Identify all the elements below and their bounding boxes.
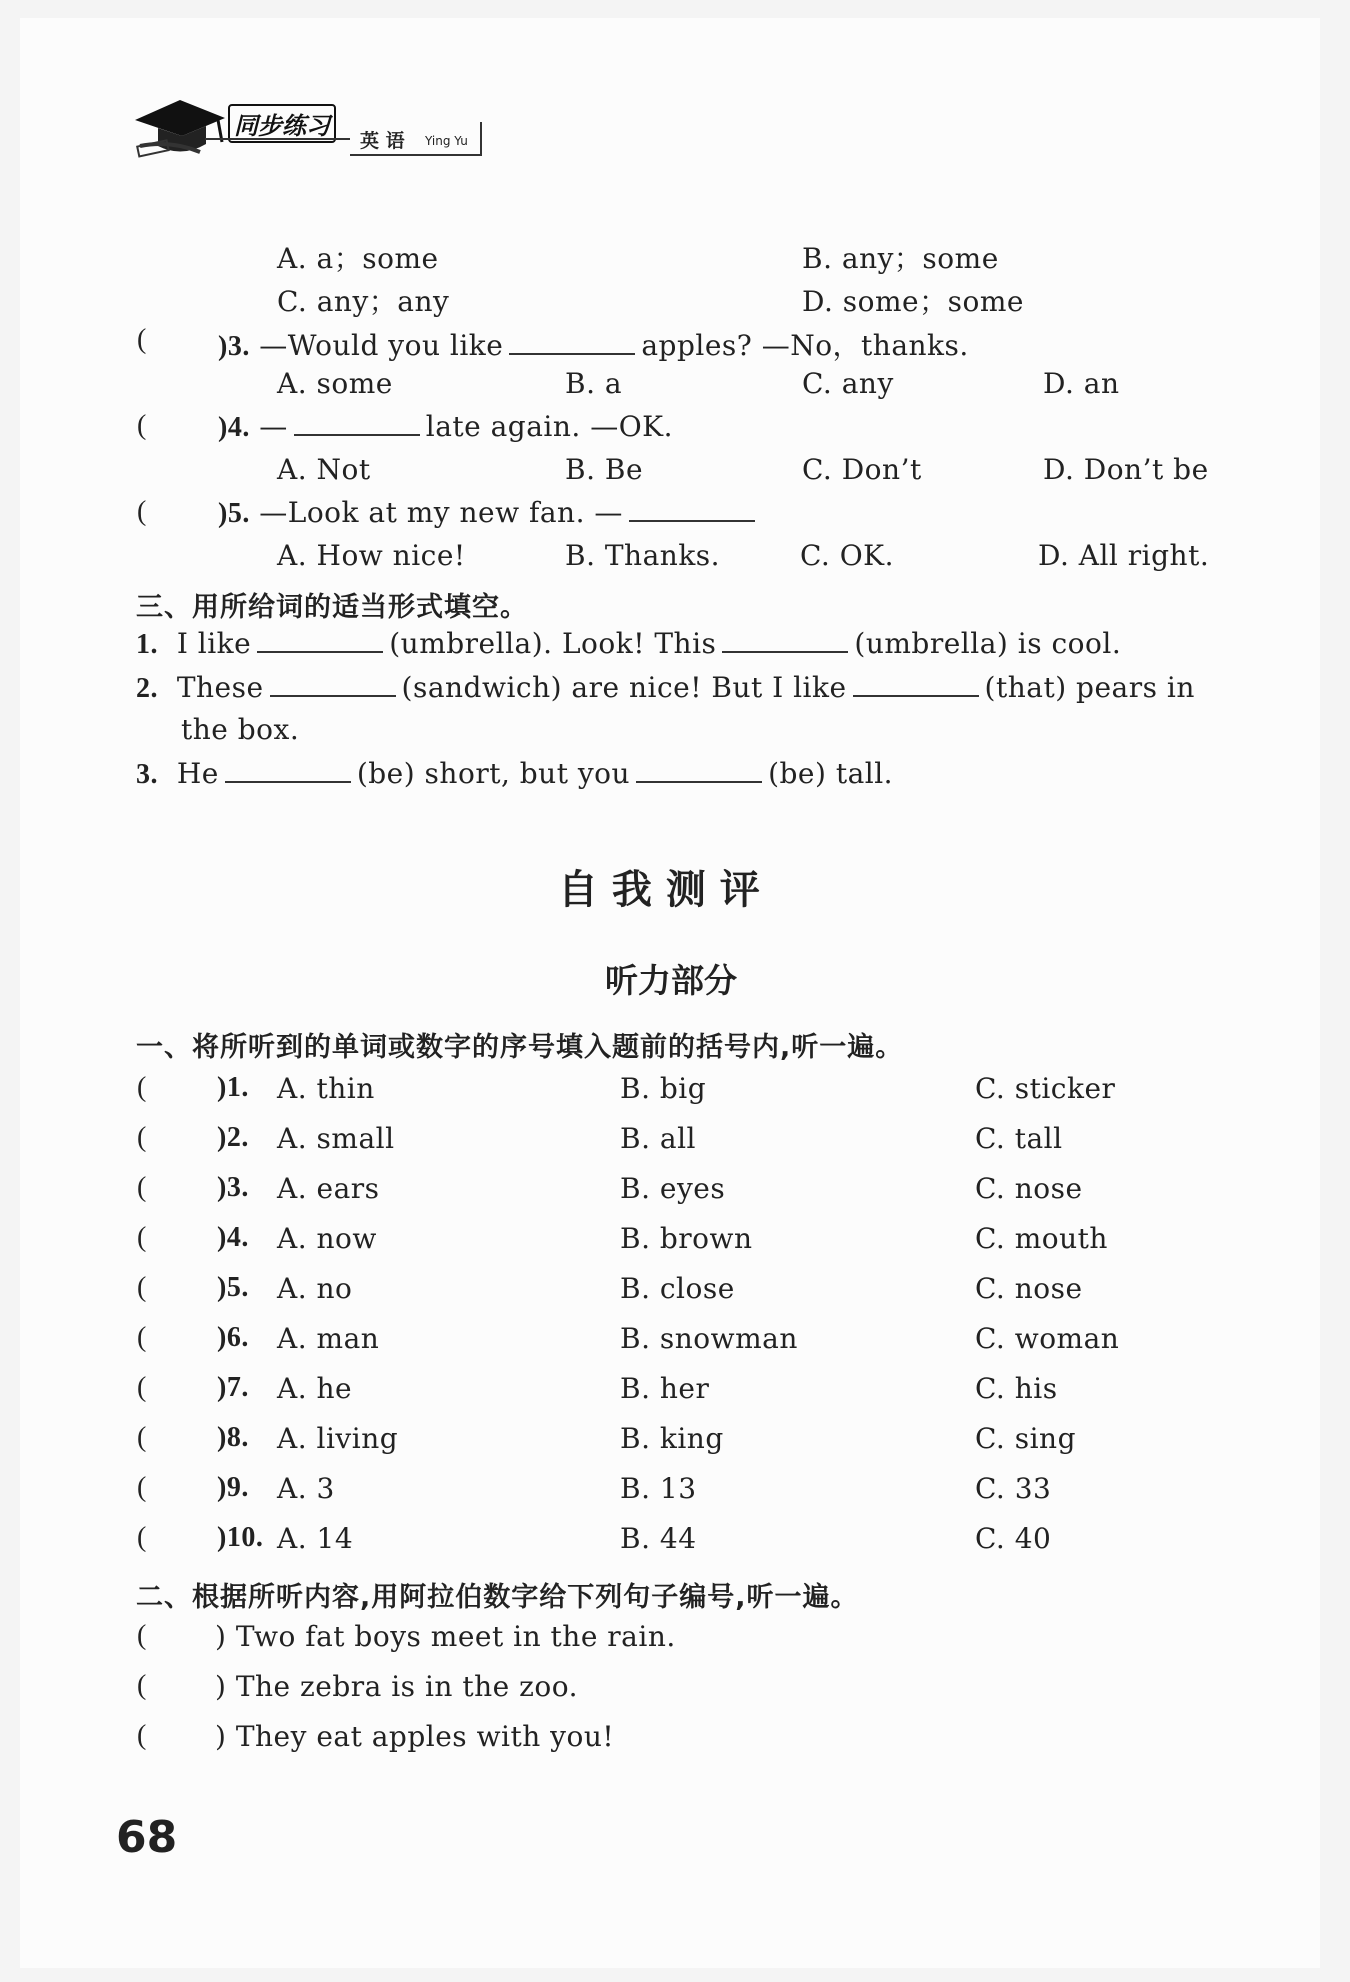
page-number: 68: [116, 1812, 178, 1863]
q4-option-c: C. Don’t: [802, 453, 922, 486]
q3-answer-paren[interactable]: (: [137, 324, 147, 355]
part1-option-c: C. woman: [975, 1322, 1120, 1355]
part1-title: 一、将所听到的单词或数字的序号填入题前的括号内,听一遍。: [136, 1032, 904, 1063]
part1-item-number: )6.: [217, 1322, 249, 1353]
q4-answer-paren[interactable]: (: [137, 410, 147, 441]
part1-option-a: A. he: [277, 1372, 353, 1405]
q5-stem: [218, 496, 761, 530]
q5-blank[interactable]: [629, 498, 755, 522]
part1-option-c: C. tall: [975, 1122, 1063, 1155]
header-underline: [205, 138, 350, 140]
part1-option-c: C. mouth: [975, 1222, 1108, 1255]
q4-number: )4.: [218, 412, 250, 443]
section3-item-2-blank1[interactable]: [270, 673, 396, 697]
section3-item-2-part3: (that) pears in: [984, 671, 1195, 704]
part1-option-a: A. living: [277, 1422, 399, 1455]
part1-answer-paren[interactable]: (: [137, 1322, 147, 1353]
q4-stem: [218, 410, 673, 444]
part1-option-b: B. her: [620, 1372, 710, 1405]
part1-option-b: B. 44: [620, 1522, 697, 1555]
part1-option-b: B. close: [620, 1272, 735, 1305]
part2-sentence: ) They eat apples with you!: [215, 1720, 615, 1753]
part1-option-c: C. nose: [975, 1272, 1083, 1305]
part1-answer-paren[interactable]: (: [137, 1122, 147, 1153]
part2-sentence: ) The zebra is in the zoo.: [215, 1670, 578, 1703]
section3-item-2: [136, 671, 1195, 705]
part1-item-number: )8.: [217, 1422, 249, 1453]
part1-option-a: A. ears: [277, 1172, 380, 1205]
part1-item-number: )1.: [217, 1072, 249, 1103]
q5-text-before: —Look at my new fan. —: [259, 496, 623, 529]
part1-answer-paren[interactable]: (: [137, 1372, 147, 1403]
part1-option-a: A. 14: [277, 1522, 354, 1555]
part2-title: 二、根据所听内容,用阿拉伯数字给下列句子编号,听一遍。: [136, 1582, 859, 1613]
q3-number: )3.: [218, 331, 250, 362]
part1-option-b: B. all: [620, 1122, 696, 1155]
section3-item-3-number: 3.: [136, 759, 158, 790]
self-test-title: 自 我 测 评: [558, 867, 760, 913]
part1-option-c: C. sticker: [975, 1072, 1116, 1105]
part1-item-number: )7.: [217, 1372, 249, 1403]
subject-pinyin: Ying Yu: [425, 134, 468, 148]
q4-option-b: B. Be: [565, 453, 644, 486]
part1-option-c: C. his: [975, 1372, 1058, 1405]
part2-answer-paren[interactable]: (: [137, 1720, 147, 1751]
part1-option-a: A. now: [277, 1222, 377, 1255]
part2-sentence: ) Two fat boys meet in the rain.: [215, 1620, 676, 1653]
part1-item-number: )3.: [217, 1172, 249, 1203]
q4-option-d: D. Don’t be: [1043, 453, 1209, 486]
section3-item-1-part2: (umbrella). Look! This: [389, 627, 717, 660]
q5-option-a: A. How nice!: [277, 539, 466, 572]
part1-item-number: )4.: [217, 1222, 249, 1253]
subject-label: 英 语: [360, 130, 405, 152]
section3-item-3-blank1[interactable]: [225, 759, 351, 783]
listening-title: 听力部分: [605, 961, 737, 1000]
part1-item-number: )9.: [217, 1472, 249, 1503]
q5-answer-paren[interactable]: (: [137, 496, 147, 527]
part1-option-b: B. king: [620, 1422, 724, 1455]
part1-answer-paren[interactable]: (: [137, 1472, 147, 1503]
part1-answer-paren[interactable]: (: [137, 1072, 147, 1103]
q4-blank[interactable]: [294, 412, 420, 436]
q3-stem: [218, 324, 969, 364]
part1-answer-paren[interactable]: (: [137, 1522, 147, 1553]
section3-item-1-part1: I like: [176, 627, 252, 660]
part1-option-c: C. nose: [975, 1172, 1083, 1205]
section3-item-2-continuation: the box.: [181, 713, 300, 746]
part1-option-a: A. thin: [277, 1072, 375, 1105]
q3-text-before: —Would you like: [259, 329, 504, 362]
section3-item-3-blank2[interactable]: [636, 759, 762, 783]
part1-option-c: C. 40: [975, 1522, 1052, 1555]
section3-item-3-part2: (be) short, but you: [356, 757, 631, 790]
q5-option-d: D. All right.: [1038, 539, 1210, 572]
q4-text-before: —: [259, 410, 288, 443]
part2-answer-paren[interactable]: (: [137, 1620, 147, 1651]
part1-option-c: C. 33: [975, 1472, 1052, 1505]
part1-option-c: C. sing: [975, 1422, 1077, 1455]
q3-option-a: A. some: [277, 367, 393, 400]
q5-option-c: C. OK.: [800, 539, 894, 572]
q3-option-d: D. an: [1043, 367, 1120, 400]
q2-option-d: D. some；some: [802, 285, 1024, 318]
section3-item-2-blank2[interactable]: [853, 673, 979, 697]
part1-option-a: A. small: [277, 1122, 395, 1155]
part1-option-b: B. big: [620, 1072, 707, 1105]
part1-option-a: A. man: [277, 1322, 380, 1355]
q5-option-b: B. Thanks.: [565, 539, 721, 572]
part1-answer-paren[interactable]: (: [137, 1422, 147, 1453]
section3-item-1-number: 1.: [136, 629, 158, 660]
section3-item-1: [136, 627, 1121, 661]
section3-item-3-part3: (be) tall.: [768, 757, 894, 790]
part1-option-b: B. brown: [620, 1222, 753, 1255]
series-title: 同步练习: [228, 104, 336, 143]
part1-answer-paren[interactable]: (: [137, 1272, 147, 1303]
q2-option-a: A. a；some: [277, 242, 439, 275]
q3-option-c: C. any: [802, 367, 894, 400]
section3-item-3: [136, 757, 893, 791]
q2-option-b: B. any；some: [802, 242, 999, 275]
part1-option-a: A. 3: [277, 1472, 335, 1505]
part1-item-number: )5.: [217, 1272, 249, 1303]
q5-number: )5.: [218, 498, 250, 529]
part1-option-b: B. snowman: [620, 1322, 798, 1355]
part1-answer-paren[interactable]: (: [137, 1172, 147, 1203]
q3-option-b: B. a: [565, 367, 623, 400]
section3-item-2-part2: (sandwich) are nice! But I like: [401, 671, 847, 704]
part1-item-number: )2.: [217, 1122, 249, 1153]
graduation-cap-icon: [130, 92, 230, 162]
part1-answer-paren[interactable]: (: [137, 1222, 147, 1253]
q3-text-after: apples? —No，thanks.: [641, 329, 969, 362]
section3-item-1-blank2[interactable]: [722, 629, 848, 653]
section3-item-1-part3: (umbrella) is cool.: [854, 627, 1122, 660]
section3-item-2-part1: These: [176, 671, 264, 704]
section3-item-1-blank1[interactable]: [257, 629, 383, 653]
part1-item-number: )10.: [217, 1522, 264, 1553]
part1-option-a: A. no: [277, 1272, 353, 1305]
q4-option-a: A. Not: [277, 453, 371, 486]
section3-item-3-part1: He: [176, 757, 219, 790]
q2-option-c: C. any；any: [277, 285, 450, 318]
section3-title: 三、用所给词的适当形式填空。: [136, 592, 528, 623]
section3-item-2-number: 2.: [136, 673, 158, 704]
part1-option-b: B. 13: [620, 1472, 697, 1505]
part2-answer-paren[interactable]: (: [137, 1670, 147, 1701]
q3-blank[interactable]: [509, 331, 635, 355]
q4-text-after: late again. —OK.: [425, 410, 673, 443]
part1-option-b: B. eyes: [620, 1172, 726, 1205]
